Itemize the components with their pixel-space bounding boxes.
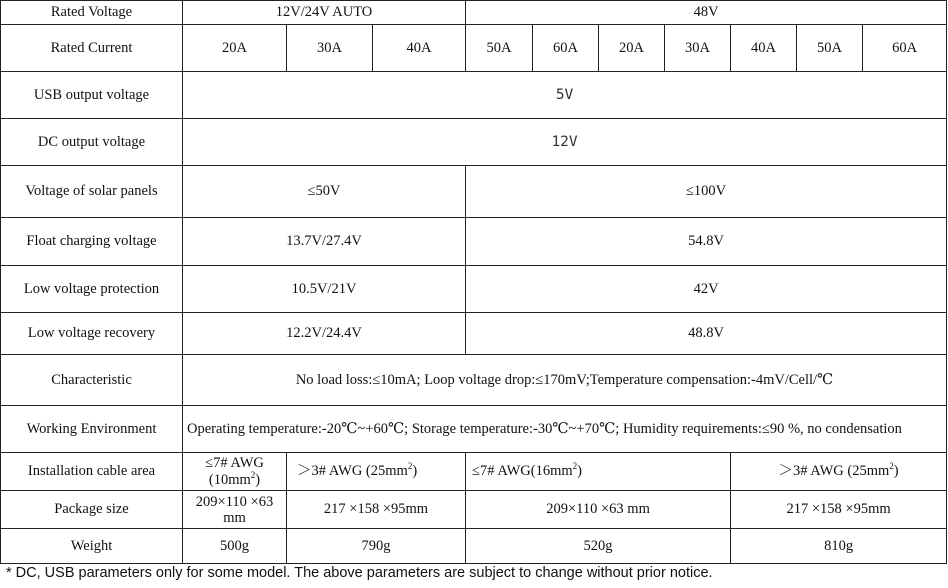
rated-current-cell: 20A	[183, 25, 287, 72]
row-installation-cable	[1, 453, 947, 491]
rated-current-cell: 30A	[665, 25, 731, 72]
row-rated-current	[1, 25, 947, 72]
cable-c4-sq: 2	[889, 461, 894, 472]
rated-current-cell: 40A	[373, 25, 466, 72]
rated-current-label: Rated Current	[1, 25, 183, 72]
characteristic-value: No load loss:≤10mA; Loop voltage drop:≤170mV;Temperature compensation:-4mV/Cell/℃	[183, 355, 947, 406]
weight-label: Weight	[1, 529, 183, 564]
rated-current-cell: 50A	[797, 25, 863, 72]
cable-c4-close: )	[893, 463, 899, 479]
footnote: * DC, USB parameters only for some model. The above parameters are subject to change without prior notice.	[6, 565, 713, 581]
package-size-p1-line2: mm	[223, 509, 246, 526]
working-environment-value: Operating temperature:-20℃~+60℃; Storage temperature:-30℃~+70℃; Humidity requirements:≤90 %, no condensation	[183, 406, 947, 453]
row-low-voltage-recovery	[1, 313, 947, 355]
working-environment-label: Working Environment	[1, 406, 183, 453]
rated-current-cell: 60A	[533, 25, 599, 72]
rated-current-cell: 50A	[466, 25, 533, 72]
solar-voltage-12-24: ≤50V	[183, 166, 466, 218]
low-voltage-recovery-label: Low voltage recovery	[1, 313, 183, 355]
weight-w4: 810g	[731, 529, 947, 564]
package-size-p4: 217 ×158 ×95mm	[731, 491, 947, 529]
package-size-p1-line1: 209×110 ×63	[195, 493, 274, 510]
solar-voltage-48: ≤100V	[466, 166, 947, 218]
rated-voltage-label: Rated Voltage	[1, 1, 183, 25]
low-voltage-protection-12-24: 10.5V/21V	[183, 266, 466, 313]
installation-cable-c4	[731, 453, 947, 491]
characteristic-label: Characteristic	[1, 355, 183, 406]
installation-cable-c2	[287, 453, 466, 491]
rated-current-cell: 30A	[287, 25, 373, 72]
usb-output-label: USB output voltage	[1, 72, 183, 119]
low-voltage-protection-label: Low voltage protection	[1, 266, 183, 313]
row-characteristic	[1, 355, 947, 406]
row-low-voltage-protection	[1, 266, 947, 313]
package-size-p2: 217 ×158 ×95mm	[287, 491, 466, 529]
cable-c1-sq: 2	[250, 469, 256, 480]
float-charging-label: Float charging voltage	[1, 218, 183, 266]
row-solar-voltage	[1, 166, 947, 218]
float-charging-12-24: 13.7V/27.4V	[183, 218, 466, 266]
row-usb-output	[1, 72, 947, 119]
row-rated-voltage	[1, 1, 947, 25]
cable-c3-close: )	[577, 463, 583, 479]
row-working-environment	[1, 406, 947, 453]
package-size-label: Package size	[1, 491, 183, 529]
rated-current-cell: 40A	[731, 25, 797, 72]
rated-current-cell: 20A	[599, 25, 665, 72]
usb-output-value: 5V	[183, 72, 947, 119]
cable-c1-close: )	[255, 471, 261, 488]
cable-c2-close: )	[412, 463, 418, 479]
cable-c2-awg: ＞3# AWG (25mm	[297, 463, 408, 479]
installation-cable-label: Installation cable area	[1, 453, 183, 491]
cable-c1-area: (10mm	[208, 471, 251, 488]
dc-output-label: DC output voltage	[1, 119, 183, 166]
rated-current-cell: 60A	[863, 25, 947, 72]
cable-c3-awg: ≤7# AWG(16mm	[472, 463, 573, 479]
low-voltage-recovery-12-24: 12.2V/24.4V	[183, 313, 466, 355]
weight-w1: 500g	[183, 529, 287, 564]
package-size-p3: 209×110 ×63 mm	[466, 491, 731, 529]
dc-output-value: 12V	[183, 119, 947, 166]
cable-c1-awg: ≤7# AWG	[205, 454, 264, 471]
cable-c3-sq: 2	[572, 461, 578, 472]
row-float-charging	[1, 218, 947, 266]
low-voltage-recovery-48: 48.8V	[466, 313, 947, 355]
weight-w2: 790g	[287, 529, 466, 564]
solar-voltage-label: Voltage of solar panels	[1, 166, 183, 218]
rated-voltage-12-24: 12V/24V AUTO	[183, 1, 466, 25]
float-charging-48: 54.8V	[466, 218, 947, 266]
row-weight	[1, 529, 947, 564]
row-dc-output	[1, 119, 947, 166]
installation-cable-c1	[183, 453, 287, 491]
low-voltage-protection-48: 42V	[466, 266, 947, 313]
cable-c2-sq: 2	[407, 461, 413, 472]
weight-w3: 520g	[466, 529, 731, 564]
installation-cable-c3	[466, 453, 731, 491]
row-package-size	[1, 491, 947, 529]
cable-c4-awg: ＞3# AWG (25mm	[778, 463, 890, 479]
rated-voltage-48: 48V	[466, 1, 947, 25]
package-size-p1	[183, 491, 287, 529]
